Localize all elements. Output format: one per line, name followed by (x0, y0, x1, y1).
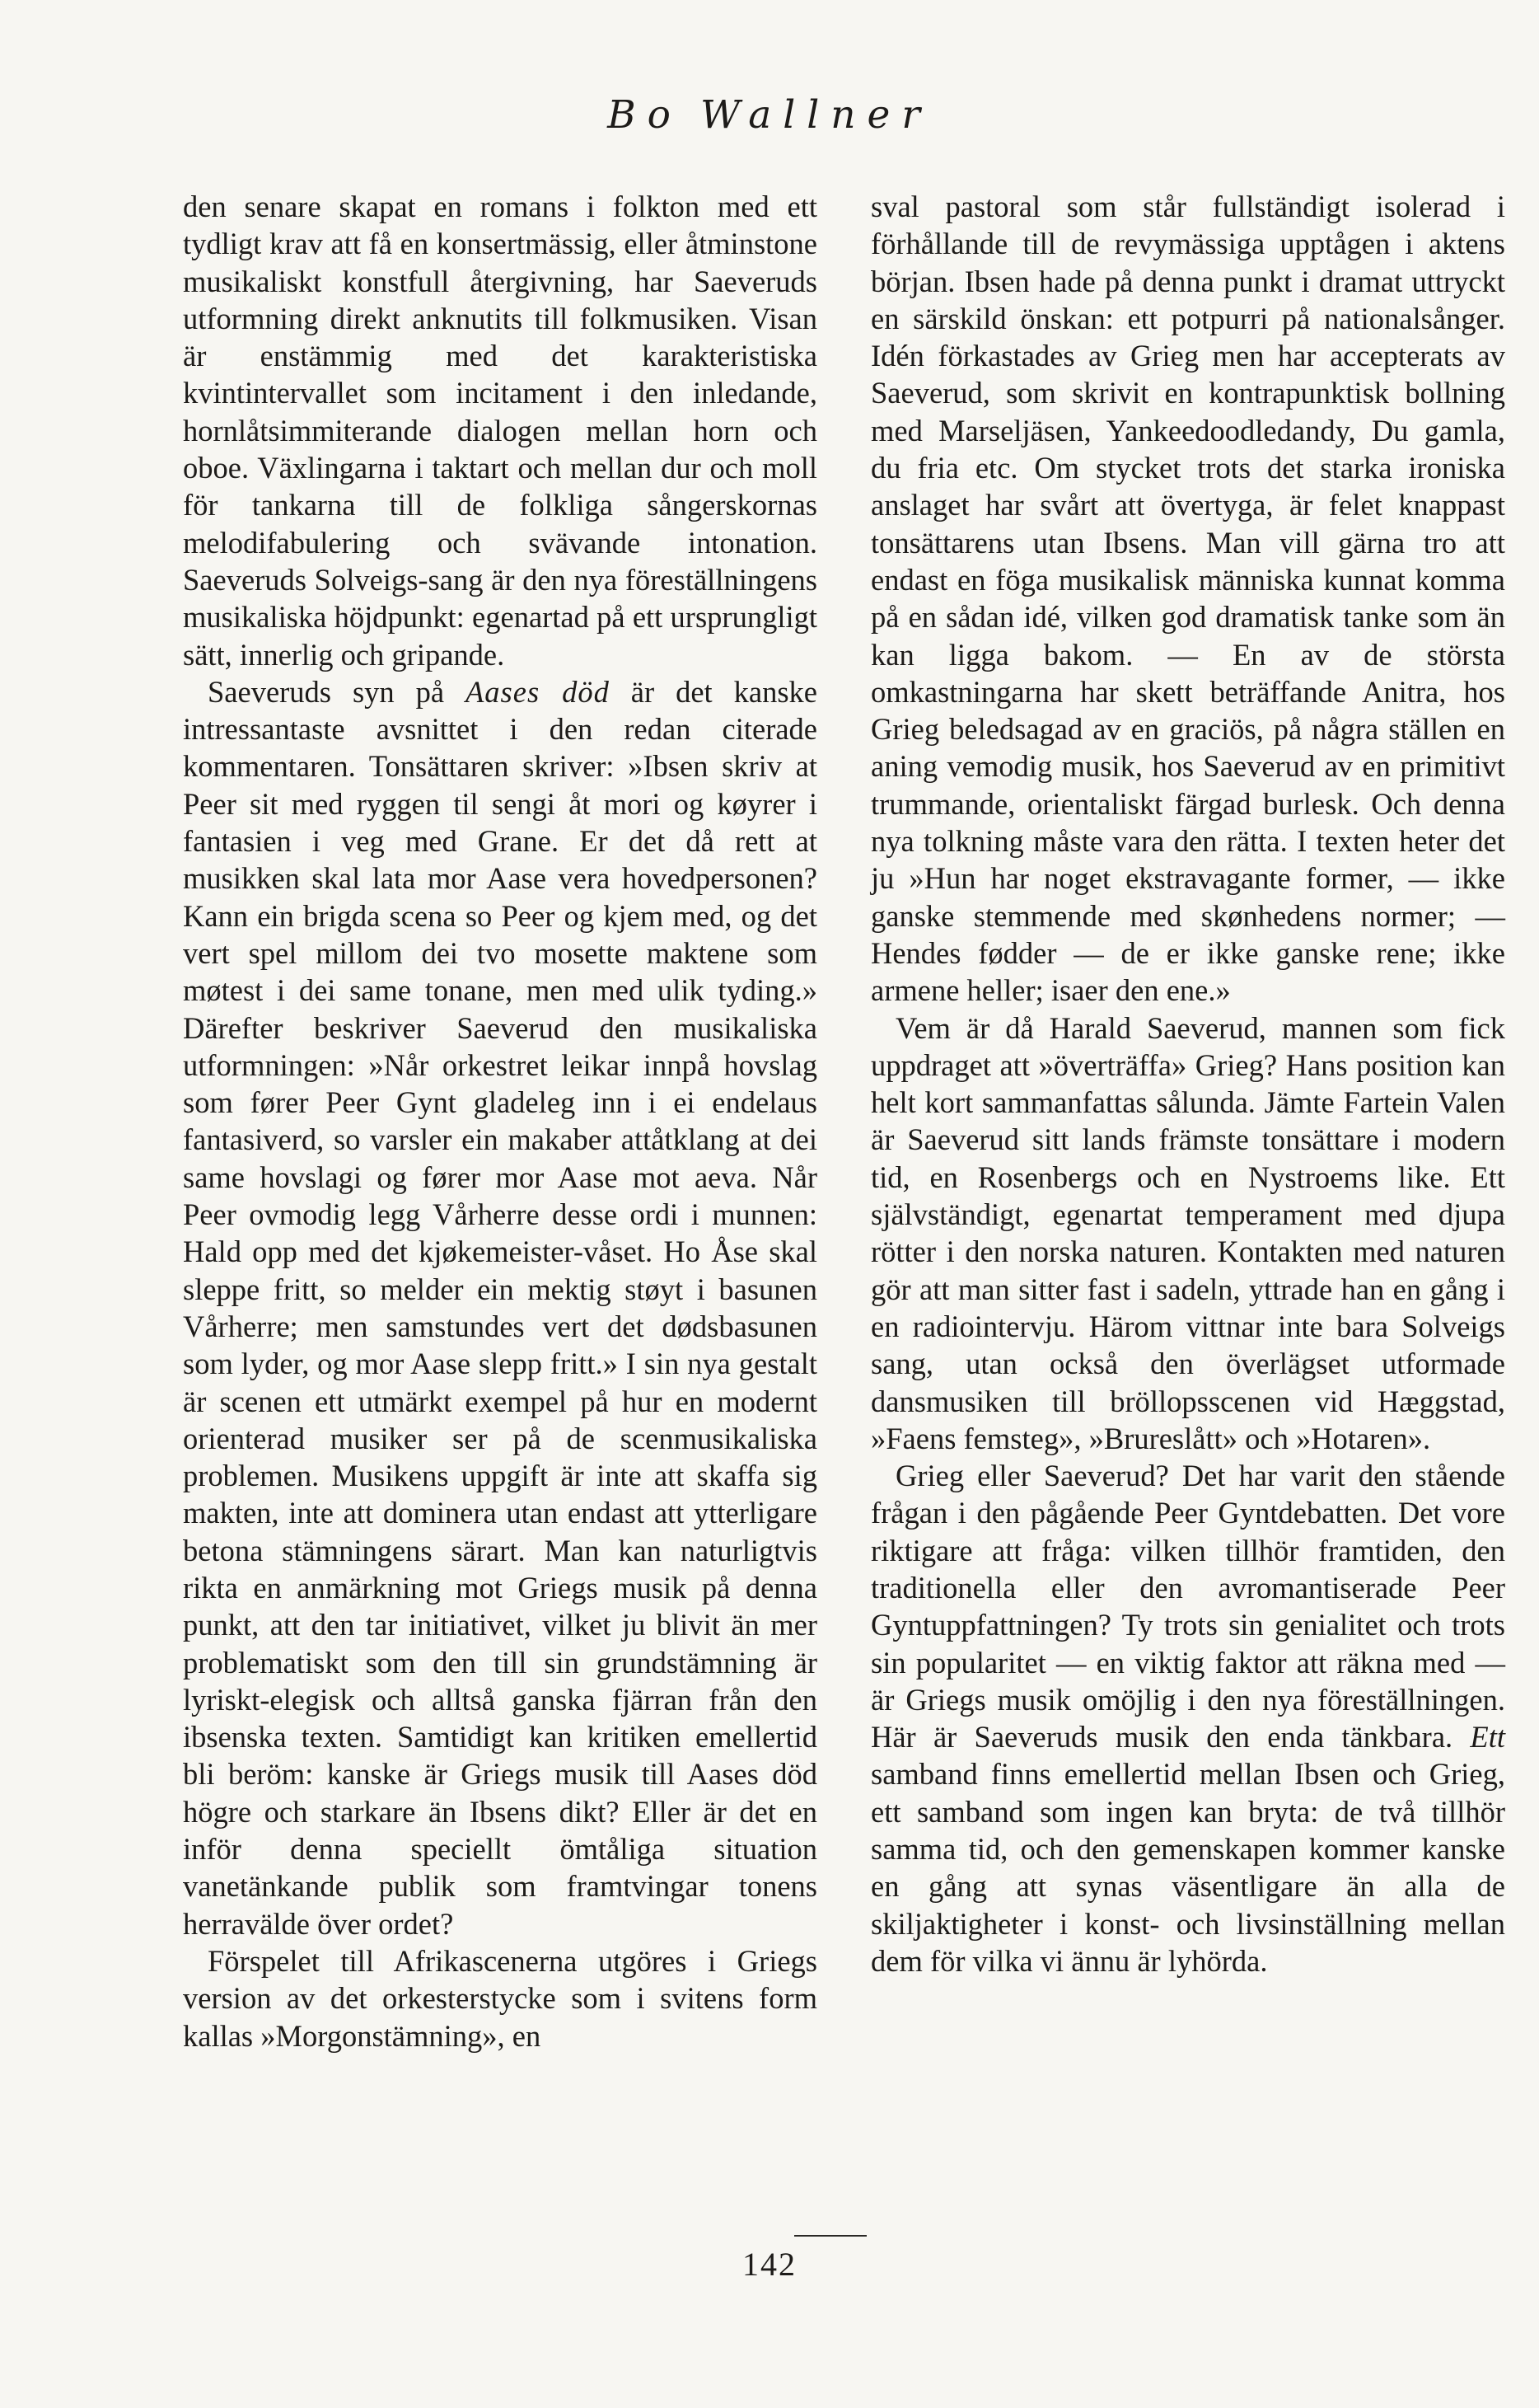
paragraph: den senare skapat en romans i folkton med ett tydligt krav att få en konsertmässig, eller åtminstone musikaliskt konstfull återgivning, har Saeveruds utformning direkt anknutits till folkmusiken. Visan är enstämmig med det karakteristiska kvintintervallet som incitament i den inledande, hornlåtsimmiterande dialogen mellan horn och oboe. Växlingarna i taktart och mellan dur och moll för tankarna till de folkliga sångerskornas melodifabulering och svävande intonation. Saeveruds Solveigs-sang är den nya föreställningens musikaliska höjdpunkt: egenartad på ett ursprungligt sätt, innerlig och gripande. (183, 190, 817, 672)
paragraph-text: Grieg eller Saeverud? Det har varit den stående frågan i den pågående Peer Gyntdebatten. Det vore riktigare att fråga: vilken tillhör framtiden, den traditionella eller den avromantiserade Peer Gyntuppfattningen? Ty trots sin genialitet och trots sin popularitet — en viktig faktor att räkna med — är Griegs musik omöjlig i den nya föreställningen. Här är Saeveruds musik den enda tänkbara. (871, 1459, 1505, 1754)
paragraph (183, 673, 817, 1942)
paragraph: sval pastoral som står fullständigt isolerad i förhållande till de revymässiga upptågen i aktens början. Ibsen hade på denna punkt i dramat uttryckt en särskild önskan: ett potpurri på nationalsånger. Idén förkastades av Grieg men har accepterats av Saeverud, som skrivit en kontrapunktisk bollning med Marseljäsen, Yankeedoodledandy, Du gamla, du fria etc. Om stycket trots det starka ironiska anslaget har svårt att övertyga, är felet knappast tonsättarens utan Ibsens. Man vill gärna tro att endast en föga musikalisk människa kunnat komma på en sådan idé, vilken god dramatisk tanke som än kan ligga bakom. — En av de största omkastningarna har skett beträffande Anitra, hos Grieg beledsagad av en graciös, på några ställen en aning vemodig musik, hos Saeverud av en primitivt trummande, orientaliskt färgad burlesk. Och denna nya tolkning måste vara den rätta. I texten heter det ju »Hun har noget ekstravagante former, — ikke ganske stemmende med skønhedens normer; — Hendes fødder — de er ikke ganske rene; ikke armene heller; isaer den ene.» (871, 190, 1505, 1008)
folio-rule (794, 2235, 867, 2237)
author-last-name: Wallner (699, 92, 932, 138)
right-column (871, 188, 1505, 1979)
running-head (0, 92, 1539, 138)
paragraph (871, 1457, 1505, 1979)
paragraph: Förspelet till Afrikascenerna utgöres i Griegs version av det orkesterstycke som i svitens form kallas »Morgonstämning», en (183, 1943, 817, 2053)
emphasis: Ett (1470, 1720, 1505, 1754)
paragraph-text: samband finns emellertid mellan Ibsen och Grieg, ett samband som ingen kan bryta: de två tillhör samma tid, och den gemenskapen kommer kanske en gång att synas väsentligare än alla de skiljaktigheter i konst- och livsinställning mellan dem för vilka vi ännu är lyhörda. (871, 1757, 1505, 1978)
paragraph: Vem är då Harald Saeverud, mannen som fick uppdraget att »överträffa» Grieg? Hans position kan helt kort sammanfattas sålunda. Jämte Fartein Valen är Saeverud sitt lands främste tonsättare i modern tid, en Rosenbergs och en Nystroems like. Ett självständigt, egenartat temperament med djupa rötter i den norska naturen. Kontakten med naturen gör att man sitter fast i sadeln, yttrade han en gång i en radiointervju. Härom vittnar inte bara Solveigs sang, utan också den överlägset utformade dansmusiken till bröllopsscenen vid Hæggstad, »Faens femsteg», »Brureslått» och »Hotaren». (871, 1010, 1505, 1455)
work-title: Aases död (465, 674, 610, 709)
left-column (183, 188, 817, 2054)
author-first-name: Bo (607, 92, 682, 138)
page-number: 142 (742, 2246, 797, 2283)
paragraph-text: Saeveruds syn på (208, 674, 465, 709)
paragraph-text: är det kanske intressantaste avsnittet i den redan citerade kommentaren. Tonsättaren skriver: »Ibsen skriv at Peer sit med ryggen til sengi åt mori og køyrer i fantasien i veg med Grane. Er det då rett at musikken skal lata mor Aase vera hovedpersonen? Kann ein brigda scena so Peer og kjem med, og det vert spel millom dei tvo mosette maktene som møtest i dei same tonane, men med ulik tyding.» Därefter beskriver Saeverud den musikaliska utformningen: »Når orkestret leikar innpå hovslag som fører Peer Gynt gladeleg inn i ei endelaus fantasiverd, so varsler ein makaber attåtklang at dei same hovslagi og fører mor Aase mot aeva. Når Peer ovmodig legg Vårherre desse ordi i munnen: Hald opp med det kjøkemeister-våset. Ho Åse skal sleppe fritt, so melder ein mektig støyt i basunen Vårherre; men samstundes vert det dødsbasunen som lyder, og mor Aase slepp fritt.» I sin nya gestalt är scenen ett utmärkt exempel på hur en modernt orienterad musiker ser på de scenmusikaliska problemen. Musikens uppgift är inte att skaffa sig makten, inte att dominera utan endast att ytterligare betona stämningens särart. Man kan naturligtvis rikta en anmärkning mot Griegs musik på denna punkt, att den tar initiativet, vilket ju blivit än mer problematiskt som den till sin grundstämning är lyriskt-elegisk och alltså ganska fjärran från den ibsenska texten. Samtidigt kan kritiken emellertid bli beröm: kanske är Griegs musik till Aases död högre och starkare än Ibsens dikt? Eller är det en inför denna speciellt ömtåliga situation vanetänkande publik som framtvingar tonens herravälde över ordet? (183, 674, 817, 1941)
